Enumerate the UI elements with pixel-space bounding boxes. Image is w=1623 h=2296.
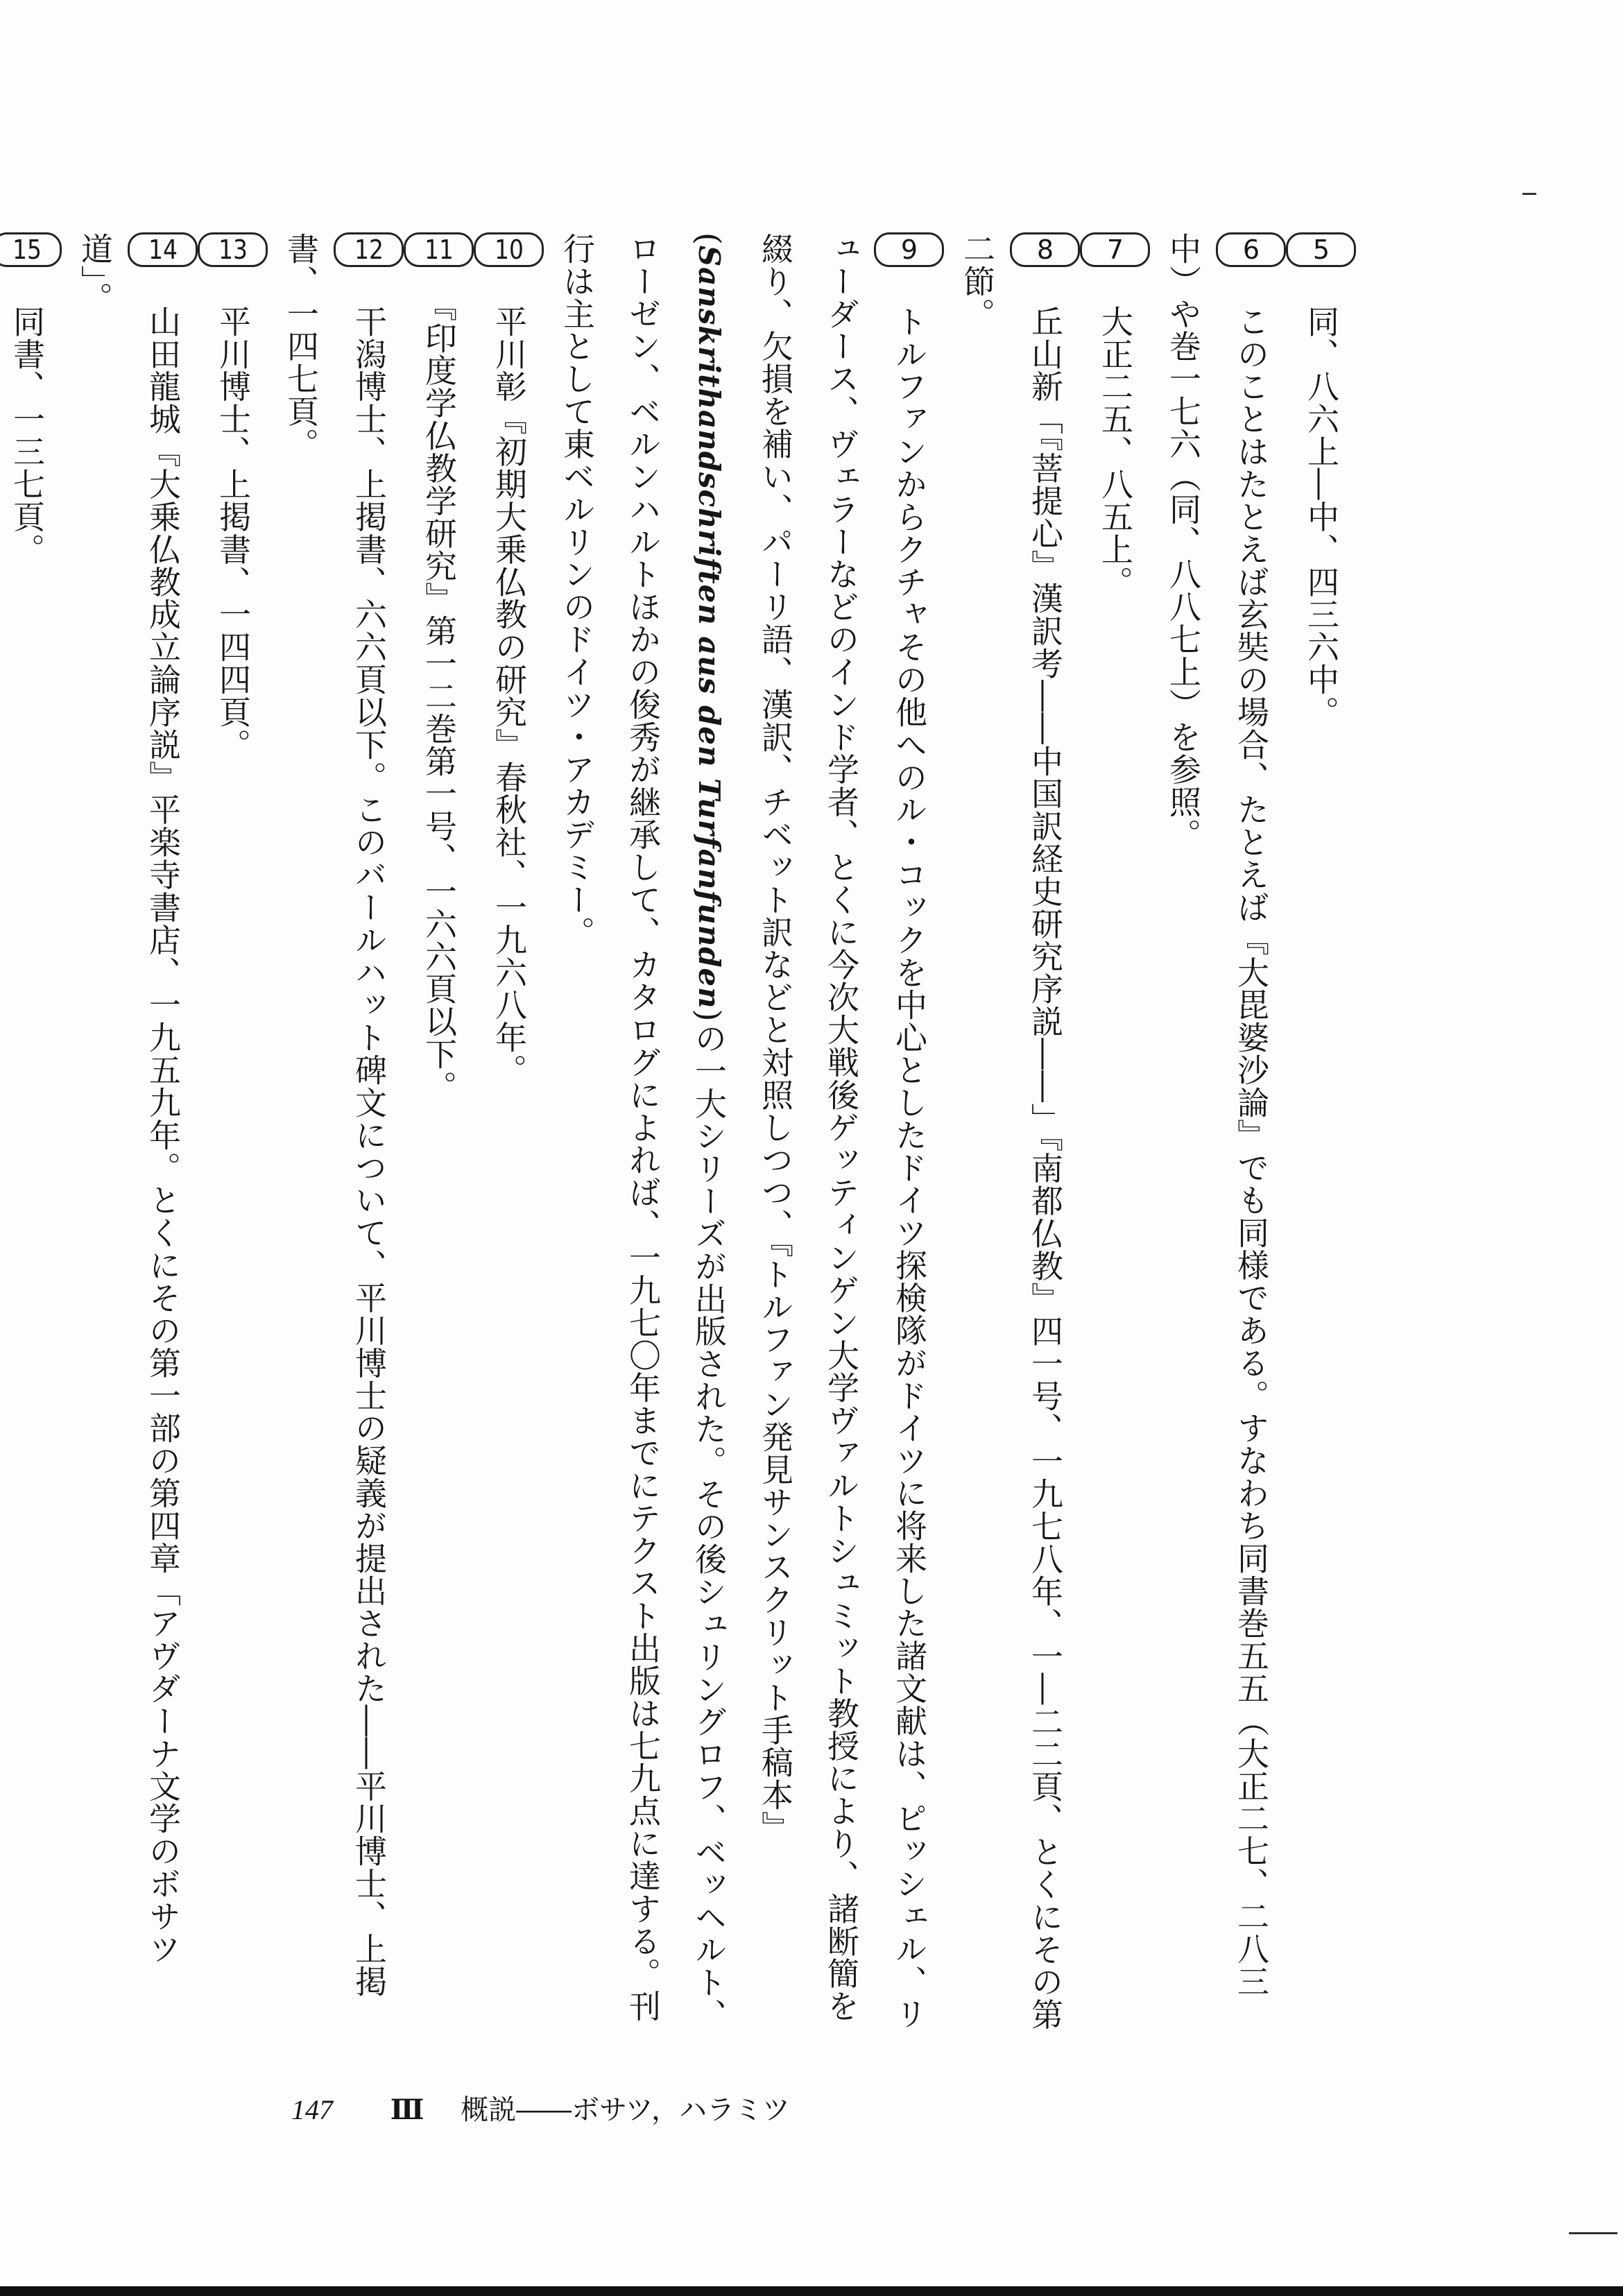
chapter-number: Ⅲ (390, 2093, 424, 2126)
chapter-title: 概説――ボサツ，ハラミツ (461, 2094, 790, 2126)
note-8 (944, 232, 1080, 2036)
note-latin-title: Sanskrithandschriften aus den Turfanfunden (692, 245, 726, 1009)
note-number: 15 (0, 232, 62, 267)
note-text: 同書、一三七頁。 (8, 305, 46, 566)
note-text: 同、八六上―中、四三六中。 (1303, 305, 1340, 728)
note-text: このことはたとえば玄奘の場合、たとえば『大毘婆沙論』でも同様である。すなわち同書巻五五（大正二七、二八三中）や巻一七六（同、八八七上）を参照。 (1165, 232, 1270, 1998)
note-number: 8 (1010, 232, 1080, 267)
endnotes (8, 232, 1356, 2036)
note-number: 5 (1286, 232, 1356, 267)
note-13 (198, 232, 268, 2036)
note-5 (1286, 232, 1356, 2036)
note-number: 10 (474, 232, 544, 267)
note-text: )の一大シリーズが出版された。その後シュリングロフ、ベッヘルト、ローゼン、ベルンハルトほかの俊秀が継承して、カタログによれば、一九七〇年までにテクスト出版は七九点に達する。刊行は主として東ベルリンのドイツ・アカデミー。 (558, 232, 728, 2031)
note-number: 12 (334, 232, 404, 267)
note-number: 11 (404, 232, 474, 267)
page-footer (291, 2088, 790, 2127)
note-text: 平川彰『初期大乗仏教の研究』春秋社、一九六八年。 (490, 305, 528, 1087)
note-7 (1080, 232, 1150, 2036)
note-10 (474, 232, 544, 2036)
scan-mark (1569, 2232, 1617, 2234)
page-number: 147 (291, 2094, 333, 2125)
note-number: 13 (198, 232, 268, 267)
note-number: 14 (128, 232, 198, 267)
note-number: 9 (874, 232, 944, 267)
note-12 (268, 232, 404, 2036)
note-9 (544, 232, 944, 2036)
note-text: 干潟博士、上掲書、六六頁以下。このバールハット碑文について、平川博士の疑義が提出された――平川博士、上掲書、一四七頁。 (282, 232, 388, 1998)
note-text: 『印度学仏教学研究』第一二巻第一号、一六六頁以下。 (420, 305, 458, 1103)
note-text: 丘山新「『菩提心』漢訳考――中国訳経史研究序説――」『南都仏教』四一号、一九七八年、一―二二頁、とくにその第二節。 (959, 232, 1064, 2031)
note-text: 山田龍城『大乗仏教成立論序説』平楽寺書店、一九五九年。とくにその第一部の第四章「アヴダーナ文学のボサツ道」。 (76, 232, 182, 1965)
note-11 (404, 232, 474, 2036)
note-number: 7 (1080, 232, 1150, 267)
scan-mark (1522, 193, 1536, 195)
note-6 (1150, 232, 1286, 2036)
note-text: トルファンからクチャその他へのル・コックを中心としたドイツ探検隊がドイツに将来した諸文献は、ピッシェル、リューダース、ヴェラーなどのインド学者、とくに今次大戦後ゲッティンゲン大学ヴァルトシュミット教授により、諸断簡を綴り、欠損を補い、パーリ語、漢訳、チベット訳などと対照しつつ、『トルファン発見サンスクリット手稿本』( (690, 232, 928, 2030)
note-text: 大正二五、八五上。 (1097, 305, 1134, 599)
note-15 (0, 232, 62, 2036)
note-number: 6 (1216, 232, 1286, 267)
note-text: 平川博士、上掲書、一四四頁。 (214, 305, 252, 761)
note-14 (62, 232, 198, 2036)
scan-edge (0, 2286, 1623, 2296)
